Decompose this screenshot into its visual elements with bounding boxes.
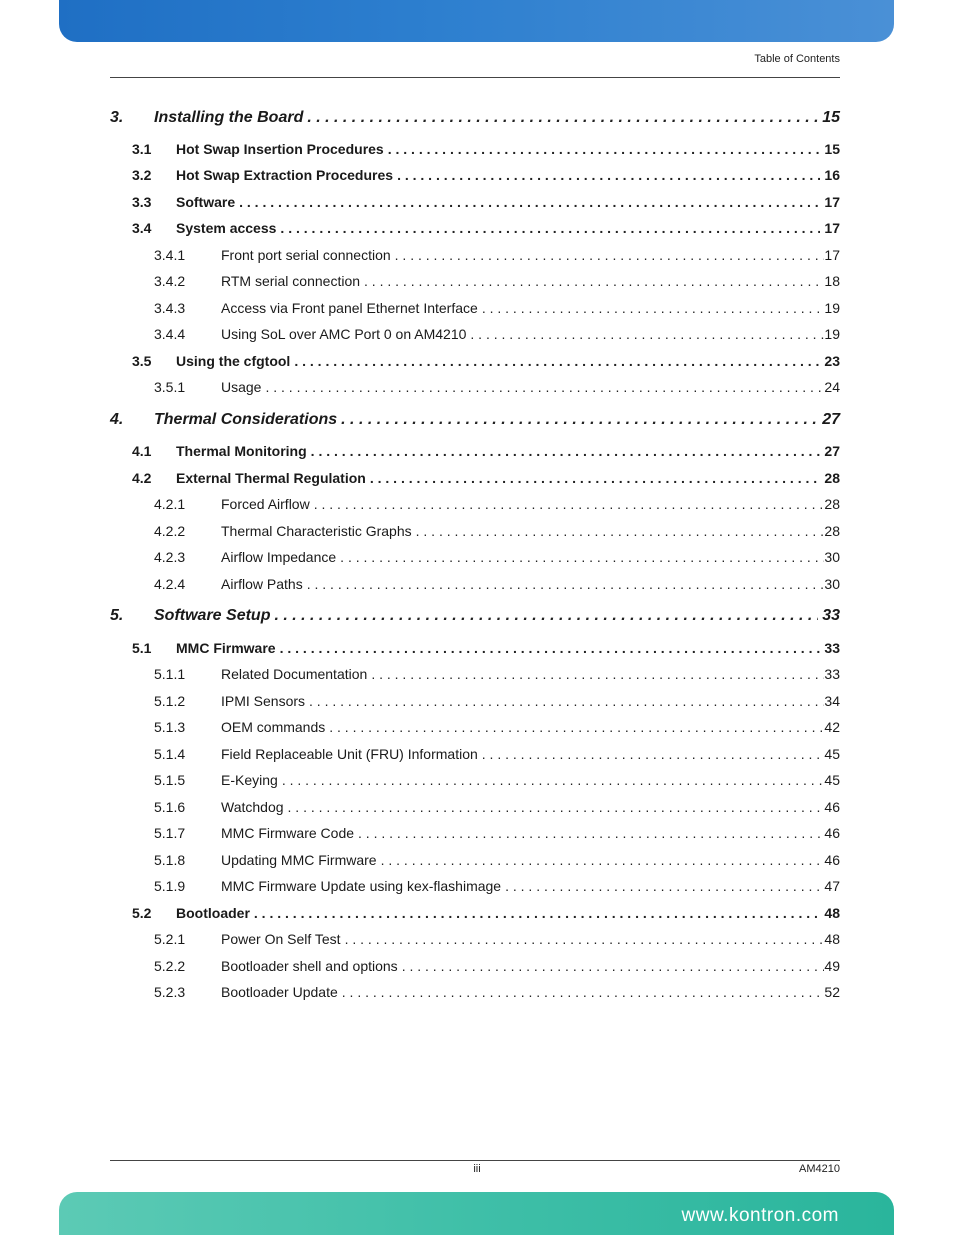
- toc-entry-page[interactable]: 34: [824, 693, 840, 709]
- model-name: AM4210: [799, 1163, 840, 1175]
- toc-entry-number: 4.2.4: [154, 576, 186, 592]
- toc-entry-page[interactable]: 33: [824, 640, 840, 656]
- toc-entry-number: 5.2.2: [154, 958, 186, 974]
- toc-entry-page[interactable]: 49: [824, 958, 840, 974]
- toc-entry-page[interactable]: 45: [824, 746, 840, 762]
- toc-entry-number: 4.2: [132, 470, 152, 486]
- toc-entry-title[interactable]: Using SoL over AMC Port 0 on AM4210: [221, 326, 467, 342]
- toc-entry[interactable]: [110, 607, 840, 629]
- toc-entry[interactable]: [154, 496, 840, 518]
- toc-entry-title[interactable]: Airflow Paths: [221, 576, 303, 592]
- toc-entry-number: 5.1.8: [154, 852, 186, 868]
- toc-entry-page[interactable]: 27: [822, 411, 840, 428]
- toc-entry-title[interactable]: Using the cfgtool: [176, 353, 291, 369]
- toc-entry-page[interactable]: 27: [824, 443, 840, 459]
- toc-entry-page[interactable]: 33: [824, 666, 840, 682]
- dot-leader: [280, 640, 821, 656]
- page-number: iii: [473, 1163, 481, 1175]
- dot-leader: [274, 607, 818, 625]
- toc-entry-page[interactable]: 17: [824, 247, 840, 263]
- toc-entry[interactable]: [154, 799, 840, 821]
- toc-entry[interactable]: [132, 640, 840, 662]
- toc-entry-number: 5.1.3: [154, 719, 186, 735]
- toc-entry-page[interactable]: 15: [822, 109, 840, 126]
- dot-leader: [345, 931, 825, 947]
- toc-entry[interactable]: [154, 958, 840, 980]
- toc-entry[interactable]: [132, 220, 840, 242]
- toc-entry[interactable]: [132, 194, 840, 216]
- toc-entry[interactable]: [154, 931, 840, 953]
- toc-entry-title[interactable]: Software: [176, 194, 236, 210]
- toc-entry-page[interactable]: 28: [824, 496, 840, 512]
- header-rule: [110, 77, 840, 78]
- toc-entry-title[interactable]: Thermal Characteristic Graphs: [221, 523, 412, 539]
- toc-entry-number: 3.4.3: [154, 300, 186, 316]
- dot-leader: [282, 772, 825, 788]
- toc-entry-page[interactable]: 30: [824, 549, 840, 565]
- toc-entry-number: 3.4.4: [154, 326, 186, 342]
- toc-entry-title[interactable]: E-Keying: [221, 772, 278, 788]
- toc-entry-page[interactable]: 28: [824, 470, 840, 486]
- toc-entry-page[interactable]: 16: [824, 167, 840, 183]
- toc-entry-page[interactable]: 15: [824, 141, 840, 157]
- toc-entry-number: 4.: [110, 411, 124, 428]
- toc-entry-page[interactable]: 48: [824, 905, 840, 921]
- toc-entry-page[interactable]: 17: [824, 220, 840, 236]
- toc-entry[interactable]: [154, 326, 840, 348]
- dot-leader: [388, 141, 821, 157]
- toc-entry-number: 5.1: [132, 640, 152, 656]
- bottom-banner: [59, 1192, 894, 1235]
- toc-entry-title[interactable]: Hot Swap Insertion Procedures: [176, 141, 384, 157]
- website-link[interactable]: www.kontron.com: [681, 1205, 839, 1226]
- toc-entry-number: 5.1.7: [154, 825, 186, 841]
- toc-entry-number: 4.1: [132, 443, 152, 459]
- toc-entry[interactable]: [132, 167, 840, 189]
- toc-entry-page[interactable]: 23: [824, 353, 840, 369]
- dot-leader: [288, 799, 825, 815]
- toc-entry-number: 4.2.1: [154, 496, 186, 512]
- toc-entry-page[interactable]: 28: [824, 523, 840, 539]
- toc-entry[interactable]: [132, 141, 840, 163]
- toc-entry-page[interactable]: 46: [824, 825, 840, 841]
- dot-leader: [395, 247, 825, 263]
- toc-entry-title[interactable]: Installing the Board: [154, 109, 304, 126]
- toc-entry[interactable]: [154, 719, 840, 741]
- toc-entry[interactable]: [132, 470, 840, 492]
- dot-leader: [482, 746, 825, 762]
- dot-leader: [505, 878, 824, 894]
- dot-leader: [307, 576, 825, 592]
- toc-entry-number: 5.1.4: [154, 746, 186, 762]
- toc-entry-page[interactable]: 52: [824, 984, 840, 1000]
- toc-entry-page[interactable]: 46: [824, 852, 840, 868]
- toc-entry-page[interactable]: 19: [824, 326, 840, 342]
- toc-entry-title[interactable]: System access: [176, 220, 277, 236]
- toc-entry-title[interactable]: Bootloader Update: [221, 984, 338, 1000]
- dot-leader: [341, 411, 818, 429]
- toc-entry[interactable]: [132, 353, 840, 375]
- toc-entry-page[interactable]: 42: [824, 719, 840, 735]
- toc-entry[interactable]: [132, 443, 840, 465]
- toc-entry[interactable]: [110, 109, 840, 131]
- toc-entry-title[interactable]: Field Replaceable Unit (FRU) Information: [221, 746, 478, 762]
- toc-entry-number: 3.4.2: [154, 273, 186, 289]
- toc-entry-title[interactable]: IPMI Sensors: [221, 693, 306, 709]
- toc-entry[interactable]: [154, 379, 840, 401]
- dot-leader: [340, 549, 824, 565]
- toc-entry-page[interactable]: 19: [824, 300, 840, 316]
- toc-entry[interactable]: [154, 273, 840, 295]
- toc-entry-number: 4.2.2: [154, 523, 186, 539]
- toc-entry[interactable]: [154, 746, 840, 768]
- toc-entry-title[interactable]: MMC Firmware Code: [221, 825, 355, 841]
- toc-entry-number: 3.5: [132, 353, 152, 369]
- toc-entry-page[interactable]: 30: [824, 576, 840, 592]
- toc-entry-title[interactable]: Hot Swap Extraction Procedures: [176, 167, 394, 183]
- toc-entry-title[interactable]: External Thermal Regulation: [176, 470, 366, 486]
- toc-entry-number: 3.3: [132, 194, 152, 210]
- dot-leader: [311, 443, 821, 459]
- toc-entry[interactable]: [154, 693, 840, 715]
- toc-entry-title[interactable]: Updating MMC Firmware: [221, 852, 377, 868]
- toc-entry-title[interactable]: Software Setup: [154, 607, 271, 624]
- toc-entry-page[interactable]: 17: [824, 194, 840, 210]
- dot-leader: [254, 905, 821, 921]
- toc-entry-number: 5.2.1: [154, 931, 186, 947]
- toc-entry-number: 5.1.1: [154, 666, 186, 682]
- toc-entry-number: 5.: [110, 607, 124, 624]
- dot-leader: [239, 194, 820, 210]
- toc-entry[interactable]: [154, 523, 840, 545]
- dot-leader: [381, 852, 825, 868]
- dot-leader: [342, 984, 825, 1000]
- toc-entry[interactable]: [154, 825, 840, 847]
- toc-entry-title[interactable]: Forced Airflow: [221, 496, 310, 512]
- toc-entry-number: 3.5.1: [154, 379, 186, 395]
- toc-entry[interactable]: [154, 852, 840, 874]
- toc-entry-page[interactable]: 18: [824, 273, 840, 289]
- toc-entry-title[interactable]: Related Documentation: [221, 666, 368, 682]
- toc-entry-number: 3.2: [132, 167, 152, 183]
- toc-entry[interactable]: [110, 411, 840, 433]
- toc-entry-page[interactable]: 47: [824, 878, 840, 894]
- dot-leader: [402, 958, 825, 974]
- toc-entry-number: 4.2.3: [154, 549, 186, 565]
- toc-entry-number: 3.1: [132, 141, 152, 157]
- dot-leader: [416, 523, 825, 539]
- toc-entry-page[interactable]: 33: [822, 607, 840, 624]
- toc-entry-title[interactable]: Watchdog: [221, 799, 284, 815]
- toc-entry-page[interactable]: 24: [824, 379, 840, 395]
- toc-entry[interactable]: [154, 772, 840, 794]
- dot-leader: [358, 825, 824, 841]
- footer-rule: [110, 1160, 840, 1161]
- toc-entry-title[interactable]: MMC Firmware Update using kex-flashimage: [221, 878, 502, 894]
- dot-leader: [470, 326, 824, 342]
- toc-entry-title[interactable]: Bootloader: [176, 905, 250, 921]
- toc-entry-number: 3.4: [132, 220, 152, 236]
- toc-entry-title[interactable]: OEM commands: [221, 719, 326, 735]
- dot-leader: [370, 470, 821, 486]
- toc-entry-number: 5.1.5: [154, 772, 186, 788]
- dot-leader: [314, 496, 825, 512]
- dot-leader: [307, 109, 818, 127]
- dot-leader: [265, 379, 824, 395]
- toc-entry[interactable]: [154, 300, 840, 322]
- toc-entry-number: 5.2: [132, 905, 152, 921]
- toc-entry-page[interactable]: 45: [824, 772, 840, 788]
- toc-entry-title[interactable]: MMC Firmware: [176, 640, 276, 656]
- toc-entry-number: 5.1.2: [154, 693, 186, 709]
- toc-entry-number: 3.4.1: [154, 247, 186, 263]
- toc-entry-title[interactable]: Front port serial connection: [221, 247, 391, 263]
- dot-leader: [294, 353, 820, 369]
- toc-entry-number: 5.1.9: [154, 878, 186, 894]
- toc-entry-title[interactable]: Usage: [221, 379, 262, 395]
- dot-leader: [309, 693, 824, 709]
- toc-entry-number: 3.: [110, 109, 124, 126]
- toc-entry-number: 5.2.3: [154, 984, 186, 1000]
- toc-entry[interactable]: [154, 878, 840, 900]
- toc-entry-number: 5.1.6: [154, 799, 186, 815]
- toc-entry[interactable]: [154, 666, 840, 688]
- top-banner: [59, 0, 894, 42]
- toc-entry-title[interactable]: Thermal Considerations: [154, 411, 338, 428]
- dot-leader: [280, 220, 820, 236]
- toc-entry-title[interactable]: Access via Front panel Ethernet Interface: [221, 300, 478, 316]
- toc-entry[interactable]: [154, 576, 840, 598]
- toc-entry[interactable]: [132, 905, 840, 927]
- toc-entry[interactable]: [154, 984, 840, 1006]
- dot-leader: [329, 719, 824, 735]
- toc-entry-title[interactable]: RTM serial connection: [221, 273, 361, 289]
- toc-entry-title[interactable]: Airflow Impedance: [221, 549, 337, 565]
- running-header: Table of Contents: [754, 53, 840, 65]
- dot-leader: [364, 273, 824, 289]
- toc-entry-page[interactable]: 46: [824, 799, 840, 815]
- dot-leader: [397, 167, 820, 183]
- toc-entry-title[interactable]: Power On Self Test: [221, 931, 341, 947]
- toc-entry-title[interactable]: Bootloader shell and options: [221, 958, 398, 974]
- dot-leader: [371, 666, 824, 682]
- toc-entry-page[interactable]: 48: [824, 931, 840, 947]
- toc-entry[interactable]: [154, 247, 840, 269]
- toc-entry-title[interactable]: Thermal Monitoring: [176, 443, 307, 459]
- toc-entry[interactable]: [154, 549, 840, 571]
- dot-leader: [482, 300, 825, 316]
